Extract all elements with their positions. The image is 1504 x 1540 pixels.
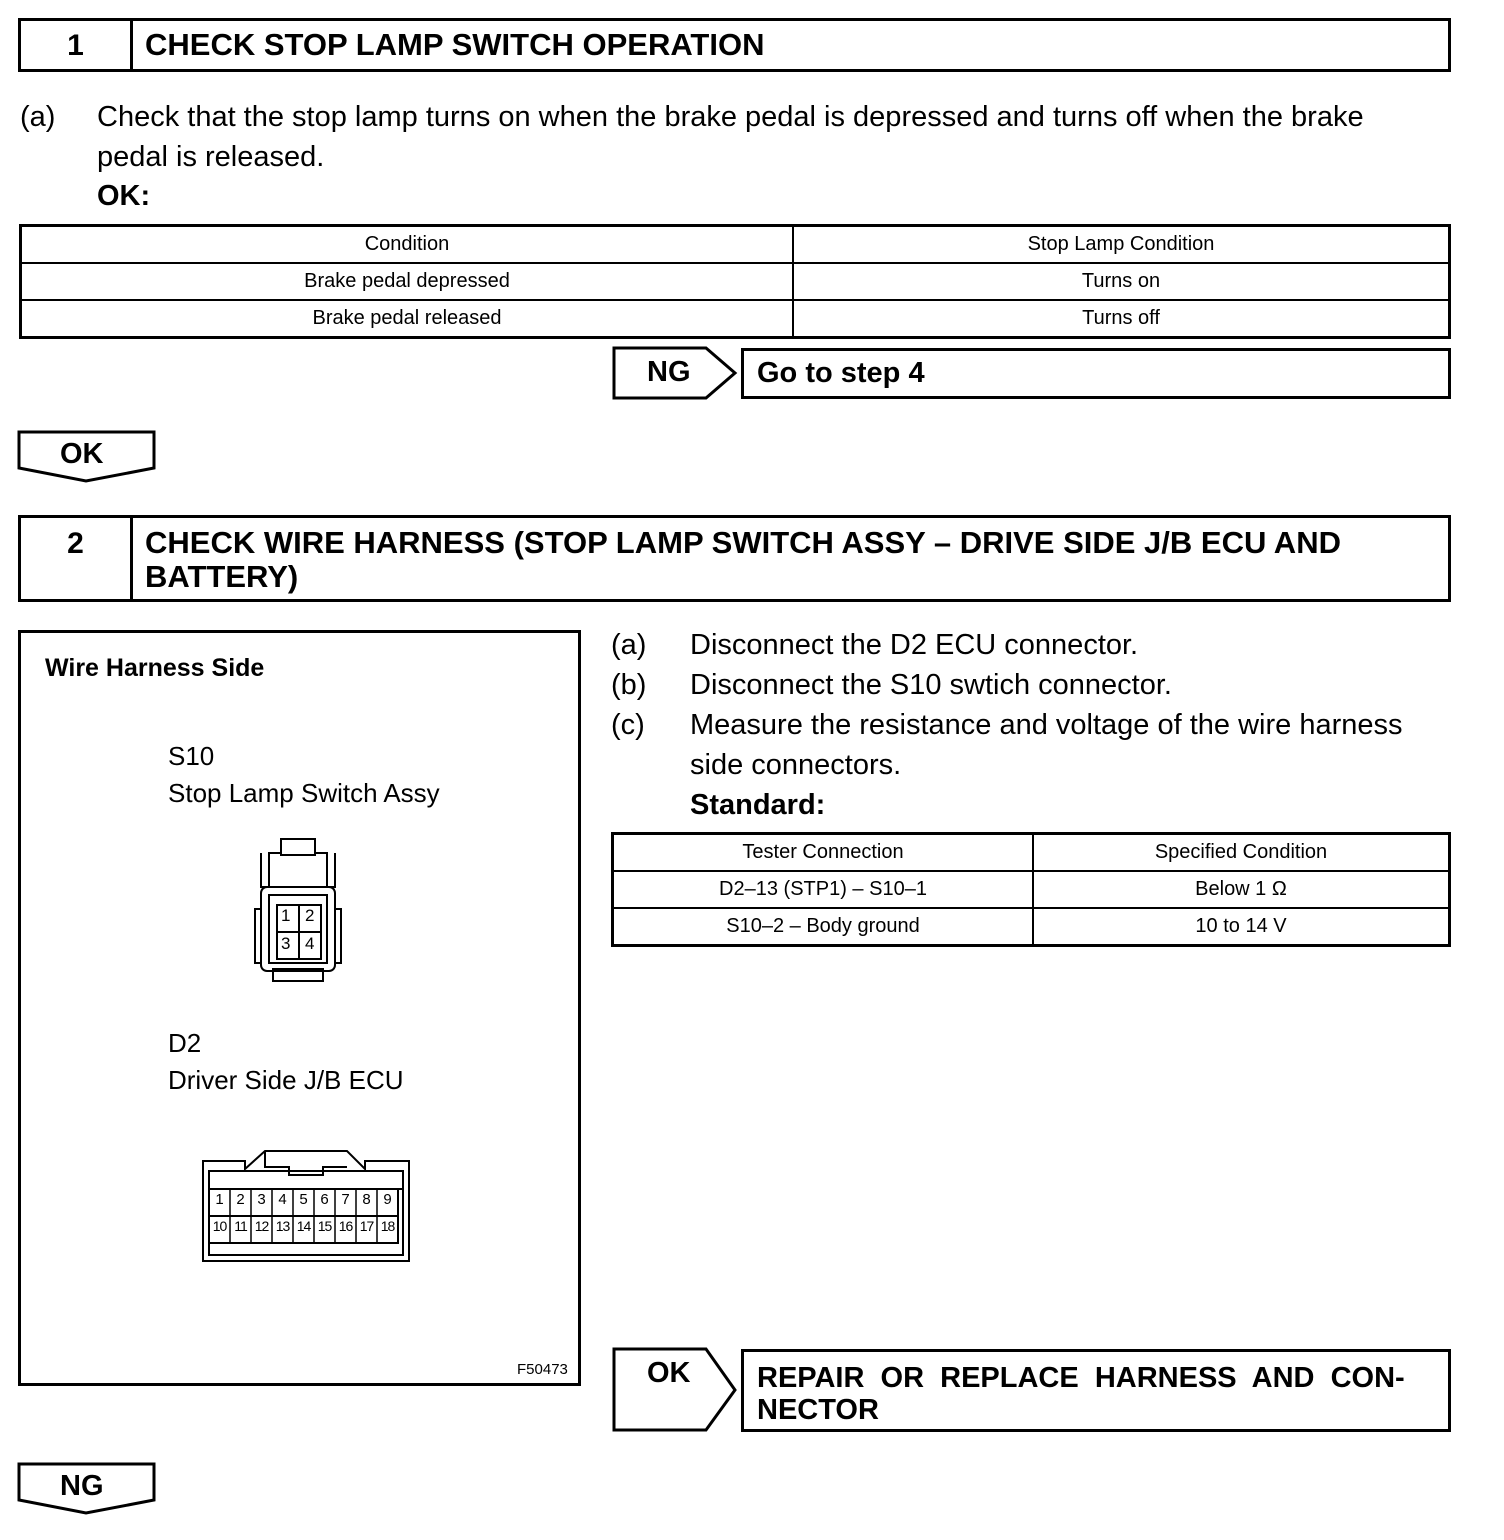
step2-ok-result-line2: NECTOR (757, 1394, 879, 1426)
table-cell: Brake pedal released (21, 300, 794, 338)
table-header-cell: Condition (21, 226, 794, 264)
table-cell: 10 to 14 V (1033, 908, 1450, 946)
s10-connector-icon (253, 837, 343, 985)
step1-ok-label: OK: (97, 180, 151, 212)
table-row (21, 263, 1450, 300)
step1-title: CHECK STOP LAMP SWITCH OPERATION (145, 27, 765, 62)
step2-instruction-b-marker: (b) (611, 669, 647, 701)
step2-instruction-a-marker: (a) (611, 629, 647, 661)
step2-instruction-c: Measure the resistance and voltage of the wire harness (690, 709, 1403, 741)
table-header-cell: Stop Lamp Condition (793, 226, 1450, 264)
step1-ok-table (19, 224, 1451, 339)
d2-pin-label: 13 (275, 1218, 290, 1234)
table-row (613, 871, 1450, 908)
d2-pin-label: 3 (257, 1191, 266, 1208)
step2-title-line1: CHECK WIRE HARNESS (STOP LAMP SWITCH ASSY – DRIVE SIDE J/B ECU AND (145, 525, 1341, 560)
d2-connector-icon (199, 1149, 415, 1269)
d2-pin-label: 15 (317, 1218, 332, 1234)
d2-pin-label: 2 (236, 1191, 245, 1208)
step1-header (18, 18, 1451, 72)
step2-title-line2: BATTERY) (145, 559, 299, 594)
step2-ok-result-line1: REPAIR OR REPLACE HARNESS AND CON- (757, 1362, 1405, 1394)
step2-number: 2 (21, 518, 133, 599)
d2-pin-label: 9 (383, 1191, 392, 1208)
s10-pin-4: 4 (305, 934, 315, 953)
step1-instruction-marker: (a) (20, 101, 56, 133)
step1-instruction-line1: Check that the stop lamp turns on when the brake pedal is depressed and turns off when the brake (97, 101, 1364, 133)
step2-instruction-b: Disconnect the S10 swtich connector. (690, 669, 1172, 701)
step1-ng-label: NG (647, 356, 691, 388)
table-cell: Brake pedal depressed (21, 263, 794, 300)
step2-ok-label: OK (647, 1357, 691, 1389)
wire-harness-diagram (18, 630, 581, 1386)
step2-title (133, 518, 1448, 599)
step2-instruction-c-marker: (c) (611, 709, 645, 741)
d2-pin-label: 16 (338, 1218, 353, 1234)
step1-instruction-line2: pedal is released. (97, 141, 325, 173)
step2-ok-result (741, 1349, 1451, 1432)
d2-pin-label: 8 (362, 1191, 371, 1208)
d2-pin-label: 12 (254, 1218, 269, 1234)
step1-ng-result: Go to step 4 (741, 348, 1451, 399)
d2-pin-label: 7 (341, 1191, 350, 1208)
d2-pin-label: 11 (234, 1218, 247, 1234)
figure-id: F50473 (517, 1361, 568, 1378)
step2-header (18, 515, 1451, 602)
d2-pin-label: 17 (359, 1218, 374, 1234)
d2-pin-label: 6 (320, 1191, 329, 1208)
d2-pin-label: 4 (278, 1191, 287, 1208)
step2-instruction-c-line2: side connectors. (690, 749, 902, 781)
table-cell: Turns on (793, 263, 1450, 300)
d2-pin-label: 1 (215, 1191, 224, 1208)
connector1-code: S10 (168, 741, 215, 771)
s10-pin-3: 3 (281, 934, 291, 953)
d2-pin-label: 5 (299, 1191, 308, 1208)
s10-pin-2: 2 (305, 906, 315, 925)
table-cell: Turns off (793, 300, 1450, 338)
connector1-name: Stop Lamp Switch Assy (168, 778, 440, 808)
table-cell: Below 1 Ω (1033, 871, 1450, 908)
table-row (613, 908, 1450, 946)
table-row (21, 300, 1450, 338)
table-cell: D2–13 (STP1) – S10–1 (613, 871, 1034, 908)
table-header-cell: Tester Connection (613, 834, 1034, 872)
d2-pin-label: 18 (380, 1218, 395, 1234)
d2-pin-label: 14 (296, 1218, 311, 1234)
table-header-row (21, 226, 1450, 264)
table-cell: S10–2 – Body ground (613, 908, 1034, 946)
d2-pin-label: 10 (212, 1218, 227, 1234)
s10-pin-1: 1 (281, 906, 291, 925)
connector2-code: D2 (168, 1028, 202, 1058)
step1-ok-label-arrow: OK (60, 438, 104, 470)
table-header-row (613, 834, 1450, 872)
step1-number: 1 (21, 21, 133, 69)
table-header-cell: Specified Condition (1033, 834, 1450, 872)
step2-instruction-a: Disconnect the D2 ECU connector. (690, 629, 1139, 661)
step2-ng-label: NG (60, 1470, 104, 1502)
connector2-name: Driver Side J/B ECU (168, 1065, 404, 1095)
step2-standard-table (611, 832, 1451, 947)
step2-standard-label: Standard: (690, 789, 826, 821)
diagram-heading: Wire Harness Side (45, 654, 265, 682)
